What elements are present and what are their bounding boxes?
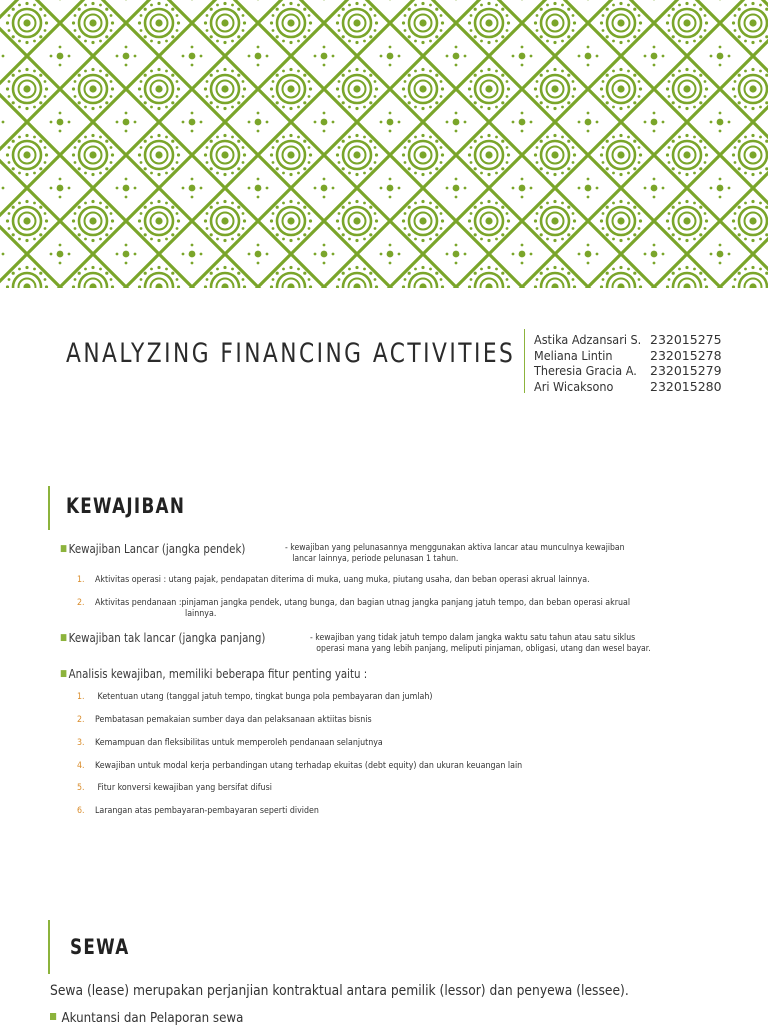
square-bullet-icon: ■	[60, 669, 67, 679]
square-bullet-icon: ■	[60, 544, 67, 554]
authors-accent-bar	[524, 329, 525, 393]
list-text: Kewajiban untuk modal kerja perbandingan utang terhadap ekuitas (debt equity) dan ukuran keuangan lain	[95, 761, 523, 771]
list-text: Fitur konversi kewajiban yang bersifat difusi	[95, 783, 272, 793]
list-text: Aktivitas operasi : utang pajak, pendapatan diterima di muka, uang muka, piutang usaha, dan beban operasi akrual lainnya.	[95, 575, 590, 585]
author-row	[534, 379, 764, 395]
decorative-pattern-banner	[0, 0, 768, 288]
analisis-label: Analisis kewajiban, memiliki beberapa fitur penting yaitu :	[68, 666, 368, 681]
list-number: 5.	[77, 783, 85, 793]
sewa-bullet-label: Akuntansi dan Pelaporan sewa	[61, 1010, 244, 1026]
desc-line: lancar lainnya, periode pelunasan 1 tahun.	[292, 554, 459, 564]
list-item	[77, 598, 630, 620]
author-id: 232015278	[650, 347, 722, 363]
author-name: Ari Wicaksono	[534, 378, 614, 394]
sewa-description: Sewa (lease) merupakan perjanjian kontraktual antara pemilik (lessor) dan penyewa (lessee).	[50, 983, 629, 999]
list-text: Ketentuan utang (tanggal jatuh tempo, tingkat bunga pola pembayaran dan jumlah)	[95, 692, 433, 702]
authors-list	[534, 332, 764, 394]
sewa-accent-bar	[48, 920, 50, 974]
author-row	[534, 363, 764, 379]
list-item	[77, 715, 372, 725]
kewajiban-heading: KEWAJIBAN	[66, 494, 186, 518]
list-number: 1.	[77, 575, 85, 585]
lattice-pattern	[0, 0, 768, 288]
list-item	[77, 575, 590, 585]
kewajiban-lancar-desc	[285, 543, 625, 565]
square-bullet-icon: ■	[60, 633, 67, 643]
list-item	[77, 738, 383, 748]
author-row	[534, 348, 764, 364]
list-number: 1.	[77, 692, 85, 702]
list-item	[77, 783, 272, 793]
list-number: 2.	[77, 715, 85, 725]
desc-line: operasi mana yang lebih panjang, meliputi pinjaman, obligasi, utang dan wesel bayar.	[316, 644, 651, 654]
author-id: 232015279	[650, 363, 722, 378]
kewajiban-lancar-label: Kewajiban Lancar (jangka pendek)	[68, 541, 246, 556]
author-name: Theresia Gracia A.	[534, 363, 637, 378]
list-number: 4.	[77, 761, 85, 771]
desc-line: - kewajiban yang pelunasannya menggunakan aktiva lancar atau munculnya kewajiban	[285, 543, 625, 553]
list-number: 3.	[77, 738, 85, 748]
sewa-heading: SEWA	[70, 935, 130, 959]
author-id: 232015280	[650, 378, 722, 394]
analisis-bullet	[60, 666, 367, 681]
desc-line: - kewajiban yang tidak jatuh tempo dalam jangka waktu satu tahun atau satu siklus	[310, 633, 636, 643]
kewajiban-tak-lancar-bullet	[60, 630, 265, 645]
author-name: Meliana Lintin	[534, 347, 613, 363]
list-text: Pembatasan pemakaian sumber daya dan pelaksanaan aktiitas bisnis	[95, 715, 372, 725]
list-item	[77, 761, 522, 771]
square-bullet-icon	[50, 1013, 56, 1020]
author-row	[534, 332, 764, 348]
kewajiban-tak-lancar-desc	[310, 633, 651, 655]
author-id: 232015275	[650, 332, 722, 347]
list-number: 6.	[77, 806, 85, 816]
presentation-title: ANALYZING FINANCING ACTIVITIES	[66, 338, 516, 369]
list-text: Larangan atas pembayaran-pembayaran seperti dividen	[95, 806, 319, 816]
list-text: Aktivitas pendanaan :pinjaman jangka pendek, utang bunga, dan bagian utnag jangka panjang jatuh tempo, dan beban operasi akrual	[95, 598, 631, 608]
list-item	[77, 806, 319, 816]
kewajiban-tak-lancar-label: Kewajiban tak lancar (jangka panjang)	[68, 630, 266, 645]
list-item	[77, 692, 433, 702]
author-name: Astika Adzansari S.	[534, 332, 642, 347]
kewajiban-accent-bar	[48, 486, 50, 530]
list-text-cont: lainnya.	[185, 609, 217, 619]
list-text: Kemampuan dan fleksibilitas untuk memperoleh pendanaan selanjutnya	[95, 738, 383, 748]
list-number: 2.	[77, 598, 85, 608]
kewajiban-lancar-bullet	[60, 541, 245, 556]
